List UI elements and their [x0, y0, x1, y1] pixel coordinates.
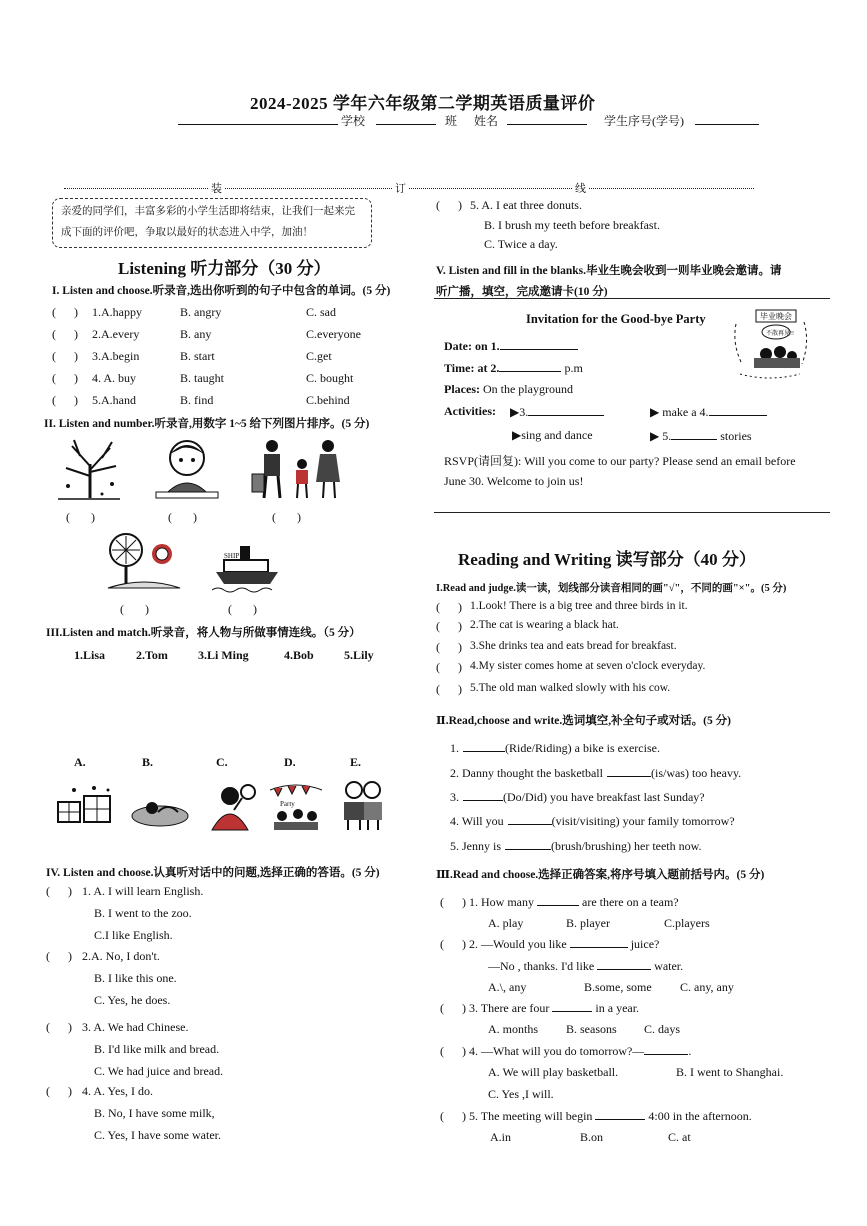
answer-paren-4[interactable]: ( ) [120, 602, 149, 616]
answer-paren[interactable]: ( ) [436, 660, 462, 674]
boy-writing-picture [152, 436, 222, 502]
notice-box [52, 198, 372, 248]
option-a: 1.A.happy [92, 305, 142, 319]
binding-mark-3: 线 [572, 180, 589, 196]
answer-paren[interactable]: ( ) [52, 393, 78, 407]
rw-q1-opt-b: B. player [566, 916, 610, 930]
rw-q2-opt-b: B.some, some [584, 980, 652, 994]
rw-q5-opt-b: B.on [580, 1130, 604, 1144]
answer-paren[interactable]: ( ) [46, 1020, 72, 1034]
class-field[interactable] [376, 113, 436, 125]
card-activity-3: ▶3. [510, 404, 604, 420]
stamp-text-1: 毕业晚会 [760, 312, 792, 321]
option-b: B. any [180, 327, 212, 341]
time-blank[interactable] [499, 360, 561, 372]
option-c: C.behind [306, 393, 350, 407]
name-field[interactable] [507, 113, 587, 125]
option-b: B. I went to the zoo. [94, 906, 192, 920]
sentence-start: 3. [450, 790, 459, 804]
listening-title: Listening 听力部分（30 分） [118, 259, 331, 278]
rw-q2-opt-a: A.\, any [488, 980, 527, 994]
option-a: 1. A. I will learn English. [82, 884, 204, 898]
school-field[interactable] [178, 113, 338, 125]
rw-q4: ( ) 4. —What will you do tomorrow?— . [440, 1044, 692, 1058]
card-activities-label: Activities: [444, 404, 496, 418]
sentence-start: 4. Will you [450, 814, 504, 828]
sentence-end: (Ride/Riding) a bike is exercise. [505, 741, 660, 755]
judge-sentence: 5.The old man walked slowly with his cow. [470, 682, 671, 694]
fill-blank[interactable] [508, 813, 552, 825]
person-name: 2.Tom [136, 648, 168, 662]
activity-5-blank[interactable] [671, 428, 717, 440]
option-a: 2.A.every [92, 327, 140, 341]
judge-sentence: 3.She drinks tea and eats bread for breakfast. [470, 640, 677, 652]
person-name: 3.Li Ming [198, 648, 249, 662]
rw-q5-opt-a: A.in [490, 1130, 511, 1144]
answer-paren-3[interactable]: ( ) [272, 510, 301, 524]
party-stamp-picture [730, 304, 810, 382]
option-c: C.I like English. [94, 928, 173, 942]
svg-text:Party: Party [280, 800, 295, 808]
answer-paren[interactable]: ( ) [436, 600, 462, 614]
option-b: B. start [180, 349, 215, 363]
card-rsvp-2: June 30. Welcome to join us! [444, 474, 584, 488]
answer-paren[interactable]: ( ) [436, 640, 462, 654]
answer-paren[interactable]: ( ) [436, 682, 462, 696]
fill-blank[interactable] [463, 789, 503, 801]
card-activity-5: ▶ 5. stories [650, 429, 752, 443]
listening-sec4-heading: IV. Listen and choose.认真听对话中的问题,选择正确的答语。(5 分) [46, 867, 380, 879]
activity-3-blank[interactable] [528, 404, 604, 416]
option-c: C. sad [306, 305, 336, 319]
answer-paren[interactable]: ( ) [52, 305, 78, 319]
answer-paren[interactable]: ( ) [46, 884, 72, 898]
card-place: Places: On the playground [444, 382, 573, 396]
family-travel-picture [248, 436, 344, 502]
picture-letter: B. [142, 755, 154, 769]
option-a: 3.A.begin [92, 349, 140, 363]
svg-text:SHIP: SHIP [224, 552, 240, 560]
person-name: 1.Lisa [74, 648, 106, 662]
answer-paren[interactable]: ( ) [46, 949, 72, 963]
card-top-border [434, 298, 830, 299]
name-label: 姓名 [474, 114, 499, 128]
q2-blank[interactable] [570, 936, 628, 948]
answer-paren[interactable]: ( ) [52, 371, 78, 385]
fill-sentence [450, 765, 741, 781]
picture-letter: C. [216, 755, 228, 769]
fill-sentence [450, 740, 660, 756]
rw-q4-opt-a: A. We will play basketball. [488, 1065, 619, 1079]
q5-blank[interactable] [595, 1108, 645, 1120]
person-name: 5.Lily [344, 648, 374, 662]
rw-q4-opt-c: C. Yes ,I will. [488, 1087, 554, 1101]
activity-4-blank[interactable] [709, 404, 767, 416]
rw-sec3-heading: Ⅲ.Read and choose.选择正确答案,将序号填入题前括号内。(5 分) [436, 869, 765, 881]
q3-blank[interactable] [552, 1000, 592, 1012]
option-a: 2.A. No, I don't. [82, 949, 160, 963]
student-no-label: 学生序号(学号) [604, 114, 685, 128]
sentence-end: (is/was) too heavy. [650, 766, 742, 780]
judge-sentence: 1.Look! There is a big tree and three birds in it. [470, 600, 688, 612]
card-activity-4: ▶ make a 4. [650, 404, 767, 420]
sentence-end: (Do/Did) you have breakfast last Sunday? [503, 790, 705, 804]
rw-q3-opt-a: A. months [488, 1022, 539, 1036]
card-bottom-border [434, 512, 830, 513]
option-b: B. find [180, 393, 214, 407]
answer-paren-5[interactable]: ( ) [228, 602, 257, 616]
listening-sec2-heading: II. Listen and number.听录音,用数字 1~5 给下列图片排序。(5 分) [44, 418, 370, 430]
option-b: B. I like this one. [94, 971, 177, 985]
option-c: C.everyone [306, 327, 361, 341]
rw-q1-opt-c: C.players [664, 916, 710, 930]
listening-sec1-heading: I. Listen and choose.听录音,选出你听到的句子中包含的单词。(5 分) [52, 285, 391, 297]
option-c: C. Twice a day. [484, 237, 558, 251]
judge-sentence: 4.My sister comes home at seven o'clock everyday. [470, 660, 706, 672]
rw-q2-line2: —No , thanks. I'd like water. [488, 959, 684, 973]
option-a: 5. A. I eat three donuts. [470, 198, 582, 212]
fan-girl-picture [104, 530, 184, 594]
option-a: 4. A. buy [92, 371, 137, 385]
ship-picture [210, 540, 284, 596]
answer-paren[interactable]: ( ) [436, 619, 462, 633]
card-title: Invitation for the Good-bye Party [526, 312, 706, 326]
rw-sec1-heading: I.Read and judge.读一读，划线部分读音相同的画"√"，不同的画"×"。(5 分) [436, 583, 787, 594]
answer-paren[interactable]: ( ) [436, 198, 462, 212]
option-c: C. bought [306, 371, 354, 385]
option-a: 4. A. Yes, I do. [82, 1084, 154, 1098]
swimming-picture [130, 790, 190, 832]
rw-sec2-heading: Ⅱ.Read,choose and write.选词填空,补全句子或对话。(5 分) [436, 715, 731, 727]
binding-mark-1: 装 [208, 180, 225, 196]
notice-text: 亲爱的同学们，丰富多彩的小学生活即将结束，让我们一起来完成下面的评价吧，争取以最好的状态进入中学，加油！ [61, 205, 355, 238]
listening-sec5-heading-2: 听广播，填空，完成邀请卡(10 分) [436, 286, 608, 298]
fill-sentence [450, 813, 735, 829]
fill-sentence [450, 789, 705, 805]
rw-q2-opt-c: C. any, any [680, 980, 734, 994]
stamp-text-2: 不散再见!! [766, 331, 794, 337]
q2-blank-2[interactable] [597, 958, 651, 970]
binding-line [64, 188, 754, 189]
option-c: C. We had juice and bread. [94, 1064, 224, 1078]
option-b: B. angry [180, 305, 222, 319]
binding-mark-2: 订 [392, 180, 409, 196]
elderly-couple-picture [338, 778, 388, 832]
rw-q3-opt-b: B. seasons [566, 1022, 617, 1036]
q4-blank[interactable] [644, 1043, 688, 1055]
listening-sec5-heading-1: V. Listen and fill in the blanks.毕业生晚会收到一则毕业晚会邀请。请 [436, 265, 782, 277]
picture-letter: D. [284, 755, 296, 769]
date-blank[interactable] [500, 338, 578, 350]
fill-blank[interactable] [463, 740, 505, 752]
picture-letter: A. [74, 755, 86, 769]
fill-blank[interactable] [505, 838, 551, 850]
card-activity-sing: ▶sing and dance [512, 428, 593, 442]
rw-q3-opt-c: C. days [644, 1022, 680, 1036]
answer-paren[interactable]: ( ) [52, 349, 78, 363]
listening-sec3-heading: III.Listen and match.听录音，将人物与所做事情连线。（5 分） [46, 627, 361, 639]
sentence-end: (visit/visiting) your family tomorrow? [551, 814, 735, 828]
sentence-start: 5. Jenny is [450, 839, 501, 853]
judge-sentence: 2.The cat is wearing a black hat. [470, 619, 619, 631]
option-c: C.get [306, 349, 332, 363]
rw-q5-opt-c: C. at [668, 1130, 691, 1144]
page-title: 2024-2025 学年六年级第二学期英语质量评价 [250, 94, 596, 113]
fill-sentence [450, 838, 702, 854]
cooking-picture [200, 782, 258, 832]
answer-paren[interactable]: ( ) [46, 1084, 72, 1098]
q1-blank[interactable] [537, 894, 579, 906]
rw-q2: ( ) 2. —Would you like juice? [440, 937, 660, 951]
school-label: 学校 [341, 114, 366, 128]
answer-paren-2[interactable]: ( ) [168, 510, 197, 524]
student-no-field[interactable] [695, 113, 759, 125]
option-a: 5.A.hand [92, 393, 136, 407]
option-b: B. No, I have some milk, [94, 1106, 215, 1120]
answer-paren-1[interactable]: ( ) [66, 510, 95, 524]
answer-paren[interactable]: ( ) [52, 327, 78, 341]
fill-blank[interactable] [607, 765, 651, 777]
rw-q5: ( ) 5. The meeting will begin 4:00 in the afternoon. [440, 1109, 752, 1123]
person-name: 4.Bob [284, 648, 314, 662]
option-b: B. I'd like milk and bread. [94, 1042, 220, 1056]
rw-q3: ( ) 3. There are four in a year. [440, 1001, 640, 1015]
card-rsvp-1: RSVP(请回复): Will you come to our party? Please send an email before [444, 454, 796, 468]
rw-q4-opt-b: B. I went to Shanghai. [676, 1065, 784, 1079]
option-c: C. Yes, he does. [94, 993, 171, 1007]
picture-letter: E. [350, 755, 362, 769]
student-info-row [178, 112, 759, 129]
rw-title: Reading and Writing 读写部分（40 分） [458, 550, 756, 569]
rw-q1-opt-a: A. play [488, 916, 524, 930]
sentence-start: 2. Danny thought the basketball [450, 766, 603, 780]
tree-picture [54, 436, 124, 502]
sentence-end: (brush/brushing) her teeth now. [551, 839, 702, 853]
sentence-start: 1. [450, 741, 459, 755]
option-b: B. I brush my teeth before breakfast. [484, 218, 660, 232]
card-time: Time: at 2. p.m [444, 361, 583, 375]
card-date: Date: on 1. [444, 338, 578, 354]
option-b: B. taught [180, 371, 224, 385]
gifts-picture [54, 784, 118, 832]
option-a: 3. A. We had Chinese. [82, 1020, 189, 1034]
class-label: 班 [445, 114, 458, 128]
birthday-party-picture [268, 778, 324, 832]
option-c: C. Yes, I have some water. [94, 1128, 221, 1142]
rw-q1: ( ) 1. How many are there on a team? [440, 895, 679, 909]
